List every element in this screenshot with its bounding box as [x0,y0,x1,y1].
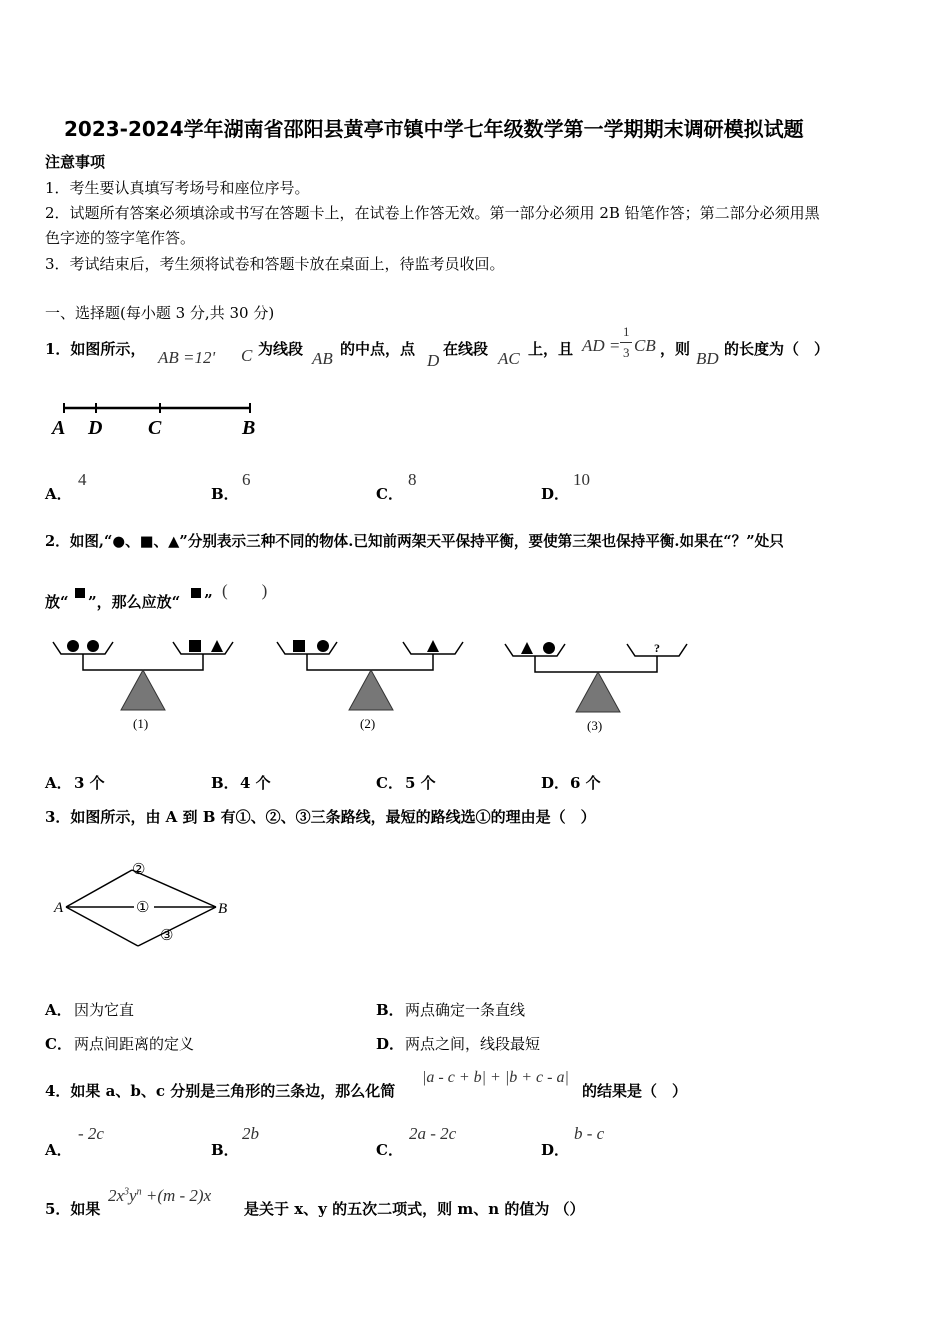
q3-option-c-label: C． [45,1035,72,1053]
q3-option-d-value: 两点之间，线段最短 [405,1035,541,1053]
q1-option-c-label: C． [376,485,403,503]
q1-option-b-value: 6 [242,470,251,489]
q1-math-ab12 [158,348,215,368]
q2-option-b-label: B． [211,774,239,792]
square-icon [293,640,305,652]
section-heading: 一、选择题(每小题 3 分,共 30 分) [45,304,275,322]
q2-text-2c: ” [204,591,213,609]
q1-option-d-value: 10 [573,470,590,489]
route-2-label: ② [132,862,146,878]
q3-route-figure [52,852,242,954]
q1-option-a-value: 4 [78,470,87,489]
q1-option-b-label: B． [211,485,239,503]
q3-option-a-label: A． [45,1001,72,1019]
q3-option-a-value: 因为它直 [74,1001,135,1019]
q2-text-2b: ”，那么应放“ [88,593,181,611]
q1-text-6: ，则 [660,340,691,358]
q3-option-b-label: B． [376,1001,404,1019]
notice-item-1: 1．考生要认真填写考场号和座位序号。 [45,179,310,197]
q2-option-a-label: A． [45,774,72,792]
fulcrum-3 [576,672,620,712]
circle-icon [87,640,99,652]
q2-option-b-value: 4 个 [240,774,271,792]
q1-frac-bar [620,342,632,343]
fulcrum-1 [121,670,165,710]
q1-math-ab: AB [312,349,333,368]
question-mark: ? [654,641,660,655]
scale-3-label: (3) [587,718,603,733]
q5-text-2: 是关于 x、y 的五次二项式，则 m、n 的值为 （） [244,1200,585,1218]
q1-option-c-value: 8 [408,470,417,489]
q1-text-2: 为线段 [258,340,304,358]
q1-segment-figure [50,396,270,440]
q1-text-7: 的长度为（ ） [724,340,830,358]
q5-expression [108,1186,211,1206]
q4-option-a-value: - 2c [78,1124,104,1143]
scale-2-label: (2) [360,716,376,731]
q5-expr-rest: +(m - 2)x [141,1186,212,1205]
q4-expression: |a - c + b| + |b + c - a| [422,1069,569,1086]
balance-scale-1 [53,642,233,670]
notice-item-3: 3．考试结束后，考生须将试卷和答题卡放在桌面上，待监考员收回。 [45,255,505,273]
q1-math-ad: AD = [582,336,621,355]
q2-answer-paren: ( ) [222,581,268,600]
q1-math-c: C [241,346,253,365]
circle-icon [67,640,79,652]
q1-math-bd: BD [696,349,719,368]
q4-option-a-label: A． [45,1141,72,1159]
q1-text-5: 上，且 [528,340,574,358]
label-c: C [148,417,162,439]
q4-text-1: 4．如果 a、b、c 分别是三角形的三条边，那么化简 [45,1082,396,1100]
triangle-icon [427,640,439,652]
q4-option-c-value: 2a - 2c [409,1124,457,1143]
square-icon [75,588,85,598]
q1-math-cb: CB [634,336,656,355]
notice-item-2: 2．试题所有答案必须填涂或书写在答题卡上，在试卷上作答无效。第一部分必须用 2B 铅笔作答；第二部分必须用黑 [45,204,820,222]
label-a: A [52,417,66,439]
triangle-icon [521,642,533,654]
q1-frac-num: 1 [623,324,630,339]
notice-item-2-cont: 色字迹的签字笔作答。 [45,229,196,247]
q2-option-d-value: 6 个 [570,774,601,792]
q2-balance-figure [45,632,705,742]
q1-option-a-label: A． [45,485,72,503]
route-3-left [66,907,138,946]
label-d: D [88,417,103,439]
q5-expr-2x: 2x [108,1186,125,1205]
q2-option-c-label: C． [376,774,403,792]
q1-math-d: D [427,351,440,370]
scale-1-label: (1) [133,716,149,731]
q4-option-c-label: C． [376,1141,403,1159]
document-title: 2023-2024学年湖南省邵阳县黄亭市镇中学七年级数学第一学期期末调研模拟试题 [64,117,804,141]
q5-text-1: 5．如果 [45,1200,101,1218]
q2-option-d-label: D． [541,774,570,792]
q5-expr-y: y [129,1186,137,1205]
q1-math-ab12-text: AB =12 [158,348,212,367]
point-b-label: B [218,901,228,917]
circle-icon [317,640,329,652]
q4-text-2: 的结果是（ ） [582,1082,688,1100]
q1-text-4: 在线段 [443,340,489,358]
point-a-label: A [54,900,64,916]
notice-heading: 注意事项 [45,153,106,171]
q3-text: 3．如图所示，由 A 到 B 有①、②、③三条路线，最短的路线选①的理由是（ ） [45,808,596,826]
label-b: B [242,417,256,439]
q4-option-d-value: b - c [574,1124,605,1143]
q1-text-1: 1．如图所示， [45,340,146,358]
q1-math-prime: ' [211,348,216,367]
q4-option-d-label: D． [541,1141,570,1159]
square-icon [191,588,201,598]
q2-text-line1: 2．如图,“●、■、▲”分别表示三种不同的物体.已知前两架天平保持平衡，要使第三架也保持平衡.如果在“？”处只 [45,533,784,550]
route-3-label: ③ [160,928,174,944]
route-2-left [66,870,132,907]
route-1-label: ① [136,900,150,916]
q2-text-2a: 放“ [45,593,69,611]
q3-option-d-label: D． [376,1035,405,1053]
q3-option-c-value: 两点间距离的定义 [74,1035,195,1053]
q3-option-b-value: 两点确定一条直线 [405,1001,526,1019]
q1-option-d-label: D． [541,485,570,503]
q5-exp-3: 3 [124,1186,130,1198]
q5-exp-n: n [136,1186,142,1198]
triangle-icon [211,640,223,652]
q2-option-c-value: 5 个 [405,774,436,792]
q4-option-b-value: 2b [242,1124,259,1143]
fulcrum-2 [349,670,393,710]
square-icon [189,640,201,652]
q1-frac-den: 3 [623,345,630,360]
q4-option-b-label: B． [211,1141,239,1159]
circle-icon [543,642,555,654]
q1-math-ac: AC [498,349,520,368]
q2-option-a-value: 3 个 [74,774,105,792]
q1-text-3: 的中点，点 [340,340,416,358]
